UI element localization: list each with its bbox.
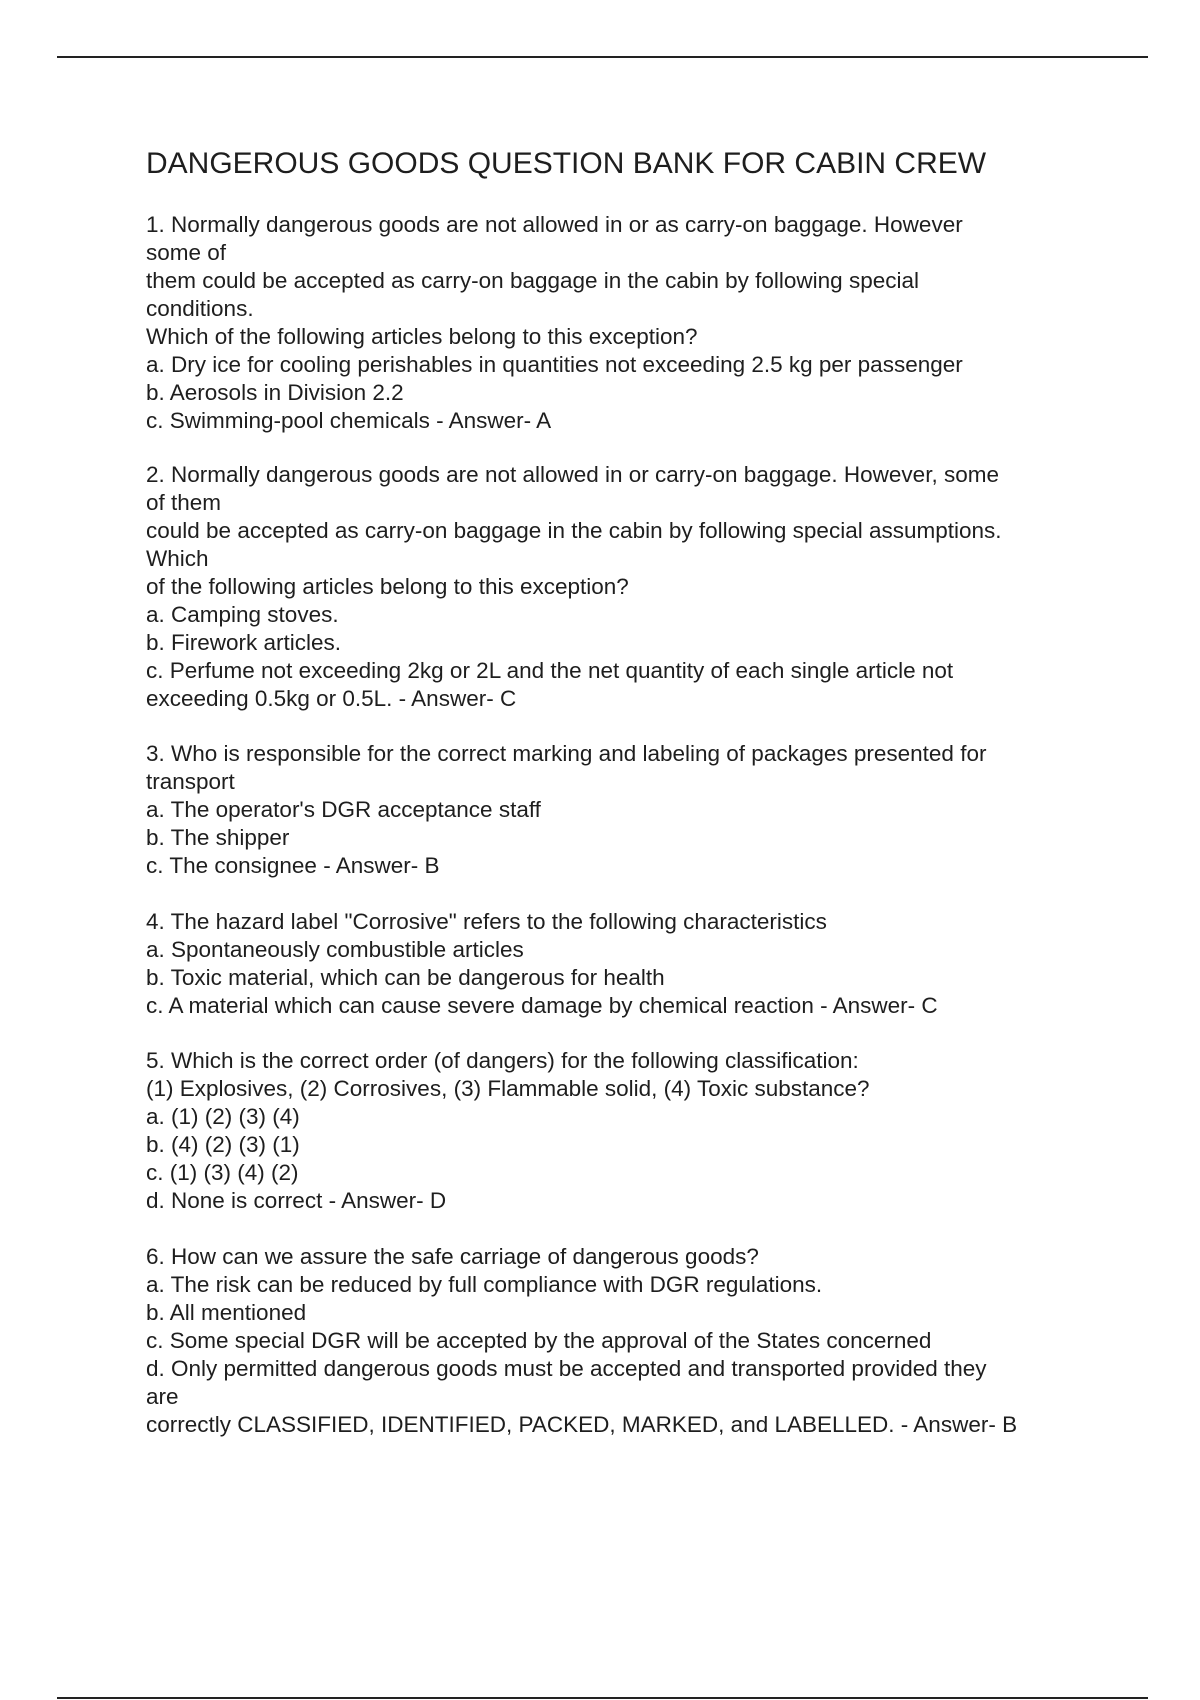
question-line: b. The shipper (146, 825, 290, 850)
question-line: b. Firework articles. (146, 630, 342, 655)
question-line: 3. Who is responsible for the correct marking and labeling of packages presented for (146, 741, 987, 766)
question-line: them could be accepted as carry-on baggage in the cabin by following special (146, 268, 919, 293)
question-line: d. None is correct - Answer- D (146, 1188, 447, 1213)
question-line: a. Spontaneously combustible articles (146, 937, 524, 962)
question-line: c. (1) (3) (4) (2) (146, 1160, 299, 1185)
question-line: a. The risk can be reduced by full compliance with DGR regulations. (146, 1272, 823, 1297)
question-line: c. Swimming-pool chemicals - Answer- A (146, 408, 552, 433)
question-line: c. Perfume not exceeding 2kg or 2L and the net quantity of each single article not (146, 658, 954, 683)
question-line: of them (146, 490, 222, 515)
question-line: c. Some special DGR will be accepted by the approval of the States concerned (146, 1328, 932, 1353)
question-line: some of (146, 240, 227, 265)
question-line: Which (146, 546, 209, 571)
question-line: d. Only permitted dangerous goods must be accepted and transported provided they (146, 1356, 987, 1381)
question-6 (146, 1243, 1106, 1439)
question-line: a. Dry ice for cooling perishables in quantities not exceeding 2.5 kg per passenger (146, 352, 963, 377)
question-2 (146, 461, 1106, 713)
bottom-divider (57, 1697, 1148, 1699)
question-5 (146, 1047, 1106, 1215)
question-line: 6. How can we assure the safe carriage of dangerous goods? (146, 1244, 759, 1269)
question-line: are (146, 1384, 179, 1409)
question-line: correctly CLASSIFIED, IDENTIFIED, PACKED, MARKED, and LABELLED. - Answer- B (146, 1412, 1018, 1437)
question-3 (146, 740, 1106, 880)
question-line: (1) Explosives, (2) Corrosives, (3) Flammable solid, (4) Toxic substance? (146, 1076, 870, 1101)
question-line: b. All mentioned (146, 1300, 307, 1325)
question-line: a. (1) (2) (3) (4) (146, 1104, 300, 1129)
question-line: 5. Which is the correct order (of dangers) for the following classification: (146, 1048, 859, 1073)
question-line: transport (146, 769, 235, 794)
question-line: b. Toxic material, which can be dangerous for health (146, 965, 665, 990)
question-line: exceeding 0.5kg or 0.5L. - Answer- C (146, 686, 517, 711)
question-line: conditions. (146, 296, 254, 321)
question-line: b. (4) (2) (3) (1) (146, 1132, 300, 1157)
question-line: 1. Normally dangerous goods are not allowed in or as carry-on baggage. However (146, 212, 963, 237)
question-line: c. A material which can cause severe damage by chemical reaction - Answer- C (146, 993, 938, 1018)
question-line: b. Aerosols in Division 2.2 (146, 380, 404, 405)
top-divider (57, 56, 1148, 58)
question-line: a. The operator's DGR acceptance staff (146, 797, 541, 822)
question-line: 4. The hazard label "Corrosive" refers to the following characteristics (146, 909, 827, 934)
question-4 (146, 908, 1106, 1020)
question-line: could be accepted as carry-on baggage in the cabin by following special assumptions. (146, 518, 1002, 543)
document-title: DANGEROUS GOODS QUESTION BANK FOR CABIN CREW (146, 147, 987, 180)
question-1 (146, 211, 1106, 435)
question-line: Which of the following articles belong to this exception? (146, 324, 698, 349)
question-line: 2. Normally dangerous goods are not allowed in or carry-on baggage. However, some (146, 462, 999, 487)
question-line: c. The consignee - Answer- B (146, 853, 440, 878)
question-line: of the following articles belong to this exception? (146, 574, 629, 599)
question-line: a. Camping stoves. (146, 602, 339, 627)
